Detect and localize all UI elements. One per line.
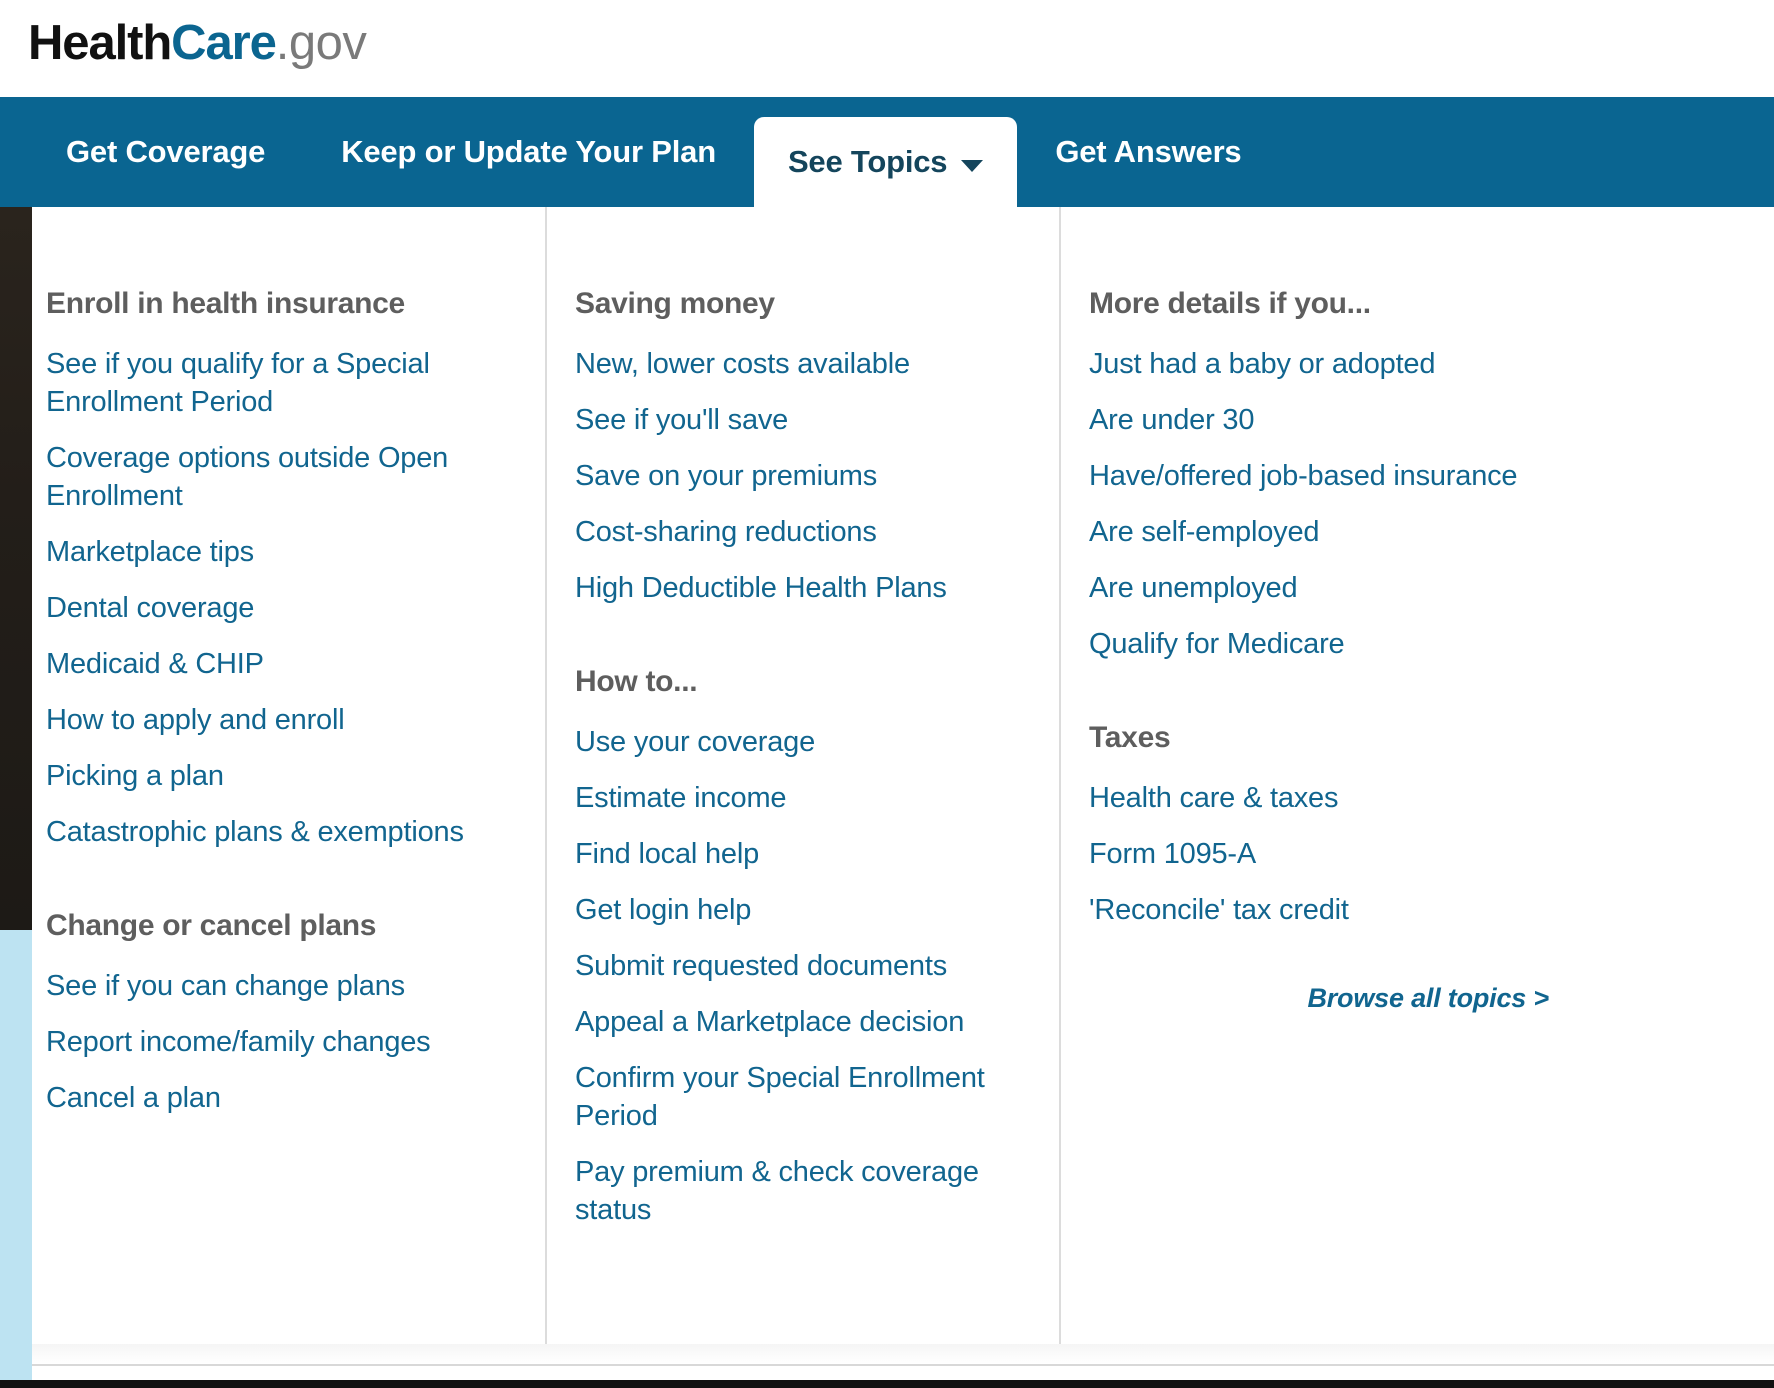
menu-link-just-had-a-baby-or-adopted[interactable]: Just had a baby or adopted	[1089, 348, 1436, 380]
browse-all-topics-link[interactable]: Browse all topics >	[1307, 983, 1549, 1013]
menu-link-appeal-a-marketplace-decision[interactable]: Appeal a Marketplace decision	[575, 1006, 965, 1038]
menu-link-picking-a-plan[interactable]: Picking a plan	[46, 760, 224, 792]
nav-item-get-coverage[interactable]	[28, 97, 303, 207]
menu-link-form-1095-a[interactable]: Form 1095-A	[1089, 838, 1257, 870]
menu-link-are-self-employed[interactable]: Are self-employed	[1089, 516, 1320, 548]
see-topics-dropdown-panel	[32, 207, 1774, 1344]
nav-item-label: See Topics	[787, 144, 948, 179]
primary-navigation-bar	[0, 97, 1774, 207]
group-heading: Taxes	[1089, 721, 1171, 754]
nav-item-label: Keep or Update Your Plan	[341, 134, 716, 169]
group-heading: Saving money	[575, 287, 775, 320]
chevron-down-icon	[961, 160, 983, 172]
menu-link-see-if-you-can-change-plans[interactable]: See if you can change plans	[46, 970, 405, 1002]
group-heading: Change or cancel plans	[46, 909, 377, 942]
menu-link-save-on-your-premiums[interactable]: Save on your premiums	[575, 460, 878, 492]
site-header	[0, 0, 1774, 97]
menu-link-medicaid-and-chip[interactable]: Medicaid & CHIP	[46, 648, 264, 680]
menu-link-estimate-income[interactable]: Estimate income	[575, 782, 787, 814]
logo-text-gov: .gov	[275, 16, 367, 70]
logo-text-care: Care	[171, 16, 276, 70]
dropdown-column-1	[32, 207, 545, 1344]
group-saving-money	[575, 285, 1039, 607]
menu-link-find-local-help[interactable]: Find local help	[575, 838, 759, 870]
menu-link-use-your-coverage[interactable]: Use your coverage	[575, 726, 815, 758]
menu-link-have-offered-job-based-insurance[interactable]: Have/offered job-based insurance	[1089, 460, 1518, 492]
nav-item-keep-or-update-your-plan[interactable]	[303, 97, 754, 207]
nav-item-label: Get Coverage	[66, 134, 266, 169]
dropdown-column-2	[545, 207, 1059, 1344]
menu-link-catastrophic-plans-and-exemptions[interactable]: Catastrophic plans & exemptions	[46, 816, 464, 848]
nav-item-list	[0, 97, 1279, 207]
menu-link-special-enrollment-period[interactable]: See if you qualify for a Special Enrollment Period	[46, 348, 430, 418]
menu-link-marketplace-tips[interactable]: Marketplace tips	[46, 536, 254, 568]
dropdown-bottom-shadow	[32, 1344, 1774, 1366]
group-heading: More details if you...	[1089, 287, 1371, 320]
menu-link-high-deductible-health-plans[interactable]: High Deductible Health Plans	[575, 572, 947, 604]
logo-text-health: Health	[28, 16, 172, 70]
nav-item-label: Get Answers	[1055, 134, 1242, 169]
menu-link-pay-premium-check-coverage-status[interactable]: Pay premium & check coverage status	[575, 1156, 979, 1226]
menu-link-confirm-your-special-enrollment-period[interactable]: Confirm your Special Enrollment Period	[575, 1062, 985, 1132]
menu-link-coverage-options-outside-open-enrollment[interactable]: Coverage options outside Open Enrollment	[46, 442, 449, 512]
menu-link-cost-sharing-reductions[interactable]: Cost-sharing reductions	[575, 516, 877, 548]
menu-link-health-care-and-taxes[interactable]: Health care & taxes	[1089, 782, 1339, 814]
menu-link-dental-coverage[interactable]: Dental coverage	[46, 592, 255, 624]
menu-link-get-login-help[interactable]: Get login help	[575, 894, 752, 926]
menu-link-cancel-a-plan[interactable]: Cancel a plan	[46, 1082, 221, 1114]
group-how-to	[575, 663, 1039, 1229]
menu-link-reconcile-tax-credit[interactable]: 'Reconcile' tax credit	[1089, 894, 1349, 926]
dropdown-column-3	[1059, 207, 1579, 1344]
group-taxes	[1089, 719, 1559, 929]
group-heading: Enroll in health insurance	[46, 287, 405, 320]
group-heading: How to...	[575, 665, 698, 698]
menu-link-see-if-youll-save[interactable]: See if you'll save	[575, 404, 789, 436]
nav-item-get-answers[interactable]	[1017, 97, 1279, 207]
group-enroll-in-health-insurance	[46, 285, 525, 851]
page-section-backdrop	[0, 930, 32, 1380]
dropdown-columns	[32, 207, 1774, 1344]
menu-link-qualify-for-medicare[interactable]: Qualify for Medicare	[1089, 628, 1345, 660]
menu-link-how-to-apply-and-enroll[interactable]: How to apply and enroll	[46, 704, 345, 736]
menu-link-are-under-30[interactable]: Are under 30	[1089, 404, 1255, 436]
nav-item-see-topics[interactable]	[754, 117, 1017, 207]
page-bottom-edge	[0, 1380, 1774, 1388]
site-logo[interactable]	[28, 13, 366, 73]
group-more-details-if-you	[1089, 285, 1559, 663]
hero-image-backdrop	[0, 207, 32, 930]
menu-link-submit-requested-documents[interactable]: Submit requested documents	[575, 950, 948, 982]
menu-link-report-income-family-changes[interactable]: Report income/family changes	[46, 1026, 431, 1058]
menu-link-are-unemployed[interactable]: Are unemployed	[1089, 572, 1298, 604]
menu-link-new-lower-costs-available[interactable]: New, lower costs available	[575, 348, 910, 380]
group-change-or-cancel-plans	[46, 907, 525, 1117]
